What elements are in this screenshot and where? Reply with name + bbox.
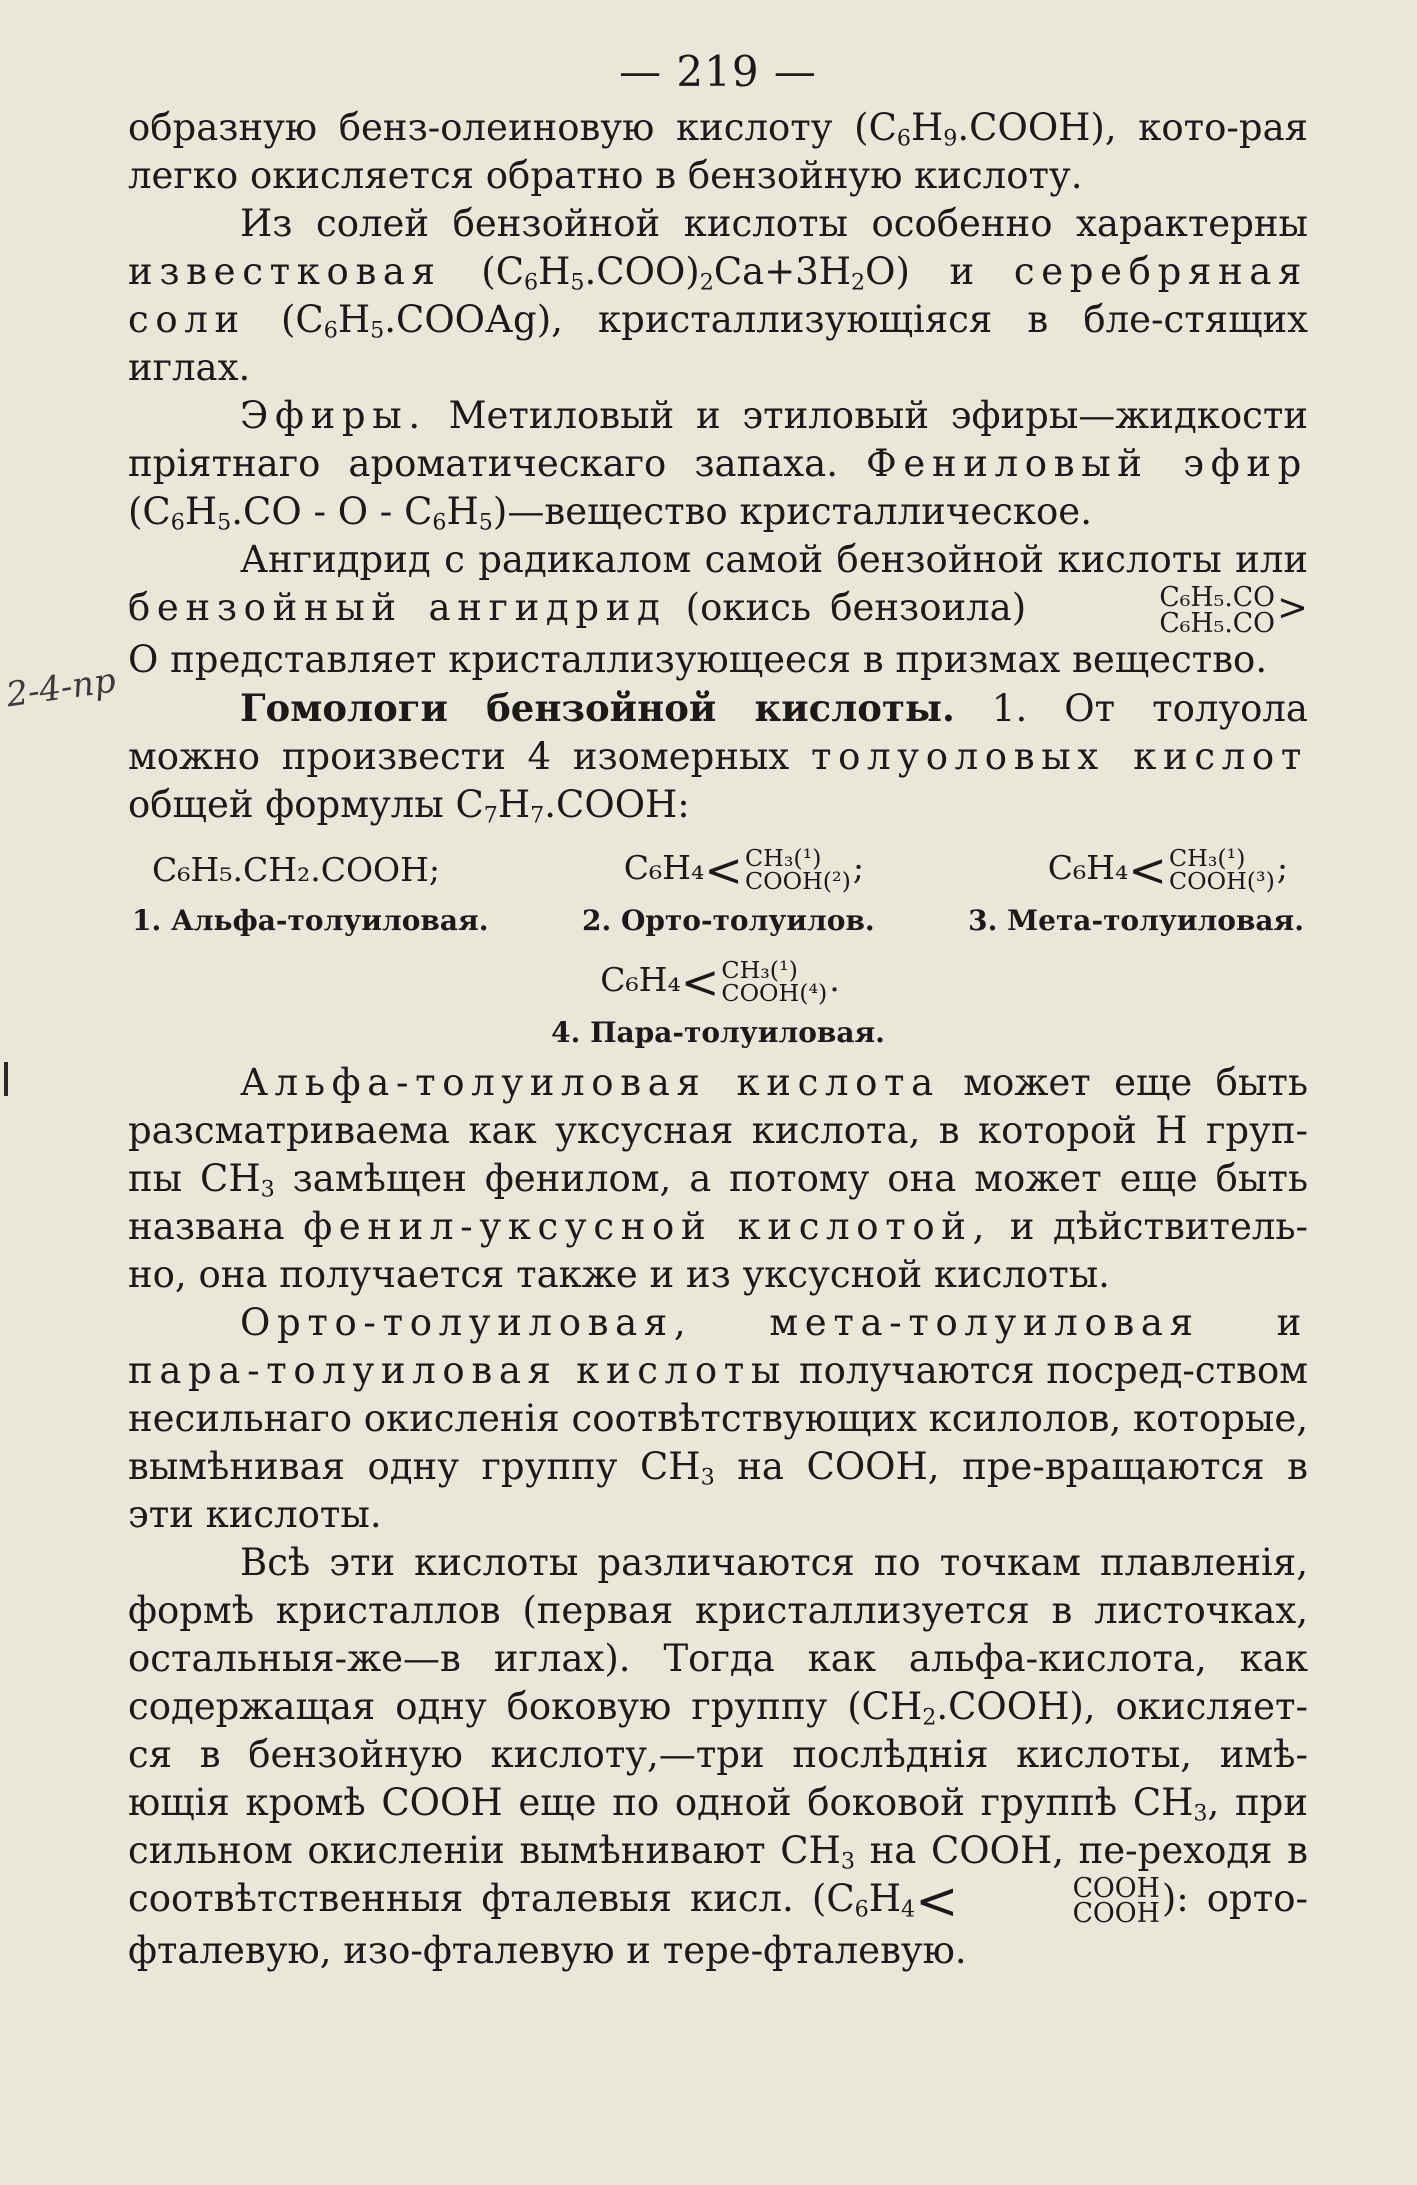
formula-row-2 [128,955,1308,1009]
paragraph-4: Ангидрид с радикалом самой бензойной кислоты или бензойный ангидрид (окись бензоила) С₆Н₅.СО С₆Н₅.СО > О представляет кристаллизующееся в призмах вещество. [128,538,1309,681]
text-column [128,40,1308,1975]
section-heading: Гомологи бензойной кислоты. [240,685,955,730]
formula-meta: С₆Н₄< СН₃(¹) СООН(³) ; [1047,842,1288,897]
phthalic-fraction: СООН СООН [1072,1873,1160,1930]
caption-meta: 3. Мета-толуиловая. [968,903,1304,937]
caption-alpha: 1. Альфа-толуиловая. [132,903,489,937]
benzoyl-fraction: С₆Н₅.СО С₆Н₅.СО [1159,582,1275,639]
handwritten-margin-note: 2-4-пр [3,660,119,716]
formula-row-1 [128,843,1308,897]
paragraph-6: Альфа-толуиловая кислота может еще быть разсматриваема как уксусная кислота, в которой Н груп-пы $СН_3$ замѣщен фенилом, а потому она может еще быть названа фенил-уксусной кислотой, и дѣйствитель-но, она получается также и из уксусной кислоты. [128,1060,1308,1296]
paragraph-1: образную бенз-олеиновую кислоту $(С_6Н_9.СООН)$, кото-рая легко окисляется обратно в бензойную кислоту. [128,106,1308,197]
paragraph-8: Всѣ эти кислоты различаются по точкам плавленія, формѣ кристаллов (первая кристаллизуется в листочках, остальныя-же—в иглах). Тогда как альфа-кислота, как содержащая одну боковую группу $(СН_2.СООН)$, окисляет-ся в бензойную кислоту,—три послѣднія кислоты, имѣ-ющія кромѣ СООН еще по одной боковой группѣ $СН_3$, при сильном окисленіи вымѣнивают $СН_3$ на СООН, пе-реходя в соотвѣтственныя фталевыя кисл. ($С_6Н_4<$ СООН СООН ): орто-фталевую, изо-фталевую и тере-фталевую. [128,1540,1309,1972]
margin-mark [4,1062,8,1096]
paragraph-7: Орто-толуиловая, мета-толуиловая и пара-толуиловая кислоты получаются посред-ством несильнаго окисленія соотвѣтствующих ксилолов, которые, вымѣнивая одну группу $СН_3$ на СООН, пре-вращаются в эти кислоты. [128,1300,1309,1536]
caption-row-1 [128,901,1308,941]
caption-para: 4. Пара-толуиловая. [551,1015,885,1049]
paragraph-3: Эфиры. Метиловый и этиловый эфиры—жидкости пріятнаго ароматическаго запаха. Фениловый эфир ($С_6Н_5.СО$ - О - $С_6Н_5)—вещество$ кристаллическое. [128,394,1308,536]
page-number: — 219 — [619,47,817,96]
formula-ortho: С₆Н₄< СН₃(¹) СООН(²) ; [623,842,864,897]
paragraph-2: Из солей бензойной кислоты особенно характерны известковая $(С_6Н_5.СОО)_2Са+3Н_2О$) и серебряная соли $(С_6Н_5.СООАg)$, кристаллизующіяся в бле-стящих иглах. [128,202,1308,389]
formula-alpha: С₆Н₅.СН₂.СООН; [152,850,440,890]
paragraph-5: Гомологи бензойной кислоты. 1. От толуола можно произвести 4 изомерных толуоловых кислот общей формулы $С_7Н_7.СООН$: [128,685,1308,829]
caption-row-2 [128,1013,1308,1053]
formula-para: С₆Н₄< СН₃(¹) СООН(⁴) . [600,954,840,1009]
caption-ortho: 2. Орто-толуилов. [581,903,875,937]
